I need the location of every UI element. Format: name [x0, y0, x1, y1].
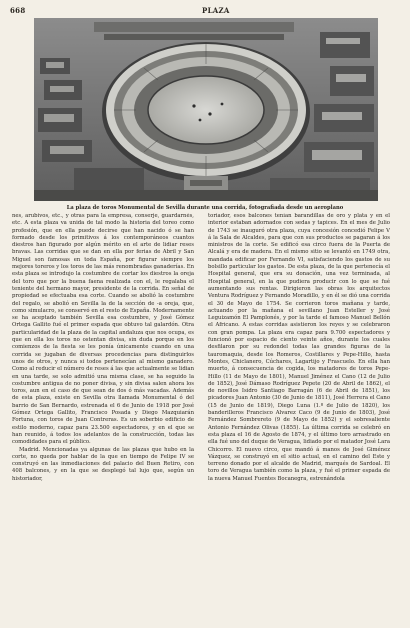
- bullring-photo-illustration: [34, 18, 378, 201]
- figure-caption: La plaza de toros Monumental de Sevilla durante una corrida, fotografiada desde un aeroplano: [66, 205, 344, 211]
- page-number: 668: [10, 6, 26, 15]
- paragraph: nes, arubivos, etc., y otras para la empresa, conserje, guardarnés, etc. A esta plaza va unida de tal modo la historia del toreo como profesión, que en ella puede decirse que han nacido ó se han formado desde los primitivos á los contemporáneos cuantos diestros han figurado por algún mérito en el arte de lidiar reses bravas. Las corridas que se dan en ella por ferias de Abril y San Miguel son famosas en toda España, por figurar siempre los mejores toreros y los toros de las más renombradas ganaderías. En esta plaza se introdujo la costumbre de cortar los diestros la oreja del toro que por la buena faena realizada con el, le regalaba el teniente del hermano mayor, presidente de la corrida. En señal de propiedad se efectuaba esa corte. Cuando se abolió la costumbre del regalo, se abolió en Sevilla la de la sección de -a oreja, que, como simulacro, se conservó en el resto de España. Modernamente se ha aceptado también Sevilla esa costumbre, y José Gómez Ortega Gallito fué el primer espada que obtuvo tal galardón. Otra particularidad de la plaza de la capital andaluza que nos ocupa, es que en ella los toros no ostentan divisa, sin duda porque en los comienzos de la fiesta se les ponía únicamente cuando en una corrida se jugaban de diversas procedencias para distinguirlos unos de otros, y nunca si todos pertenecían al mismo ganadero. Como al reducir el número de reses á las que actualmente se lidian en una tarde, se solo admitió una misma clase, se ha seguido la costumbre antigua de no poner divisa, y sin divisa salen ahora los toros, aun en el caso de que sean de dos ó más vacadas. Además de esta plaza, existe en Sevilla otra llamada Monumental ó del barrio de San Bernardo, estrenada el 6 de Junio de 1918 por José Gómez Ortega Gallito, Francisco Posada y Diego Mazquiarán Fortuna, con toros de Juan Contreras. Es un soberbio edificio de estilo moderno, capaz para 23.500 espectadores, y en el que se han reunido, á todos los adelantos de la construcción, todas las comodidades para el público.: [12, 213, 194, 446]
- page-header: [10, 6, 400, 18]
- running-title: PLAZA: [202, 6, 230, 15]
- text-column-left: [12, 213, 194, 619]
- paragraph: Madrid. Mencionadas ya algunas de las plazas que hubo en la corte, no queda por hablar de la que en tiempo de Felipe IV se construyó en las inmediaciones del palacio del Buen Retiro, con 408 balcones, y en la que se desplegó tal lujo que, según un historiador,: [12, 446, 194, 482]
- paragraph: toriador, esos balcones tenían barandillas de oro y plata y en el interior estaban adornados con sedas y tapices. En el mes de Julio de 1743 se inauguró otra plaza, cuya concesión concedió Felipe V á la Sala de Alcaldes, para que con sus productos se pagaran á los ministros de la corte. Se edificó esa circo fuera de la Puerta de Alcalá y era de madera. En el mismo sitio se levantó en 1749 otra, mandada edificar por Fernando VI, satisfaciendo los gastos de su bolsillo particular los gastos. De esta plaza, de la que pertenecía el Hospital general, que era su donación, una vez terminada, al Hospital general, en la que pudiera producir con lo que se fué aumentando sus rentas. Dirigieron las obras los arquitectos Ventura Rodríguez y Fernando Moradillo, y en él se dió una corrida el 30 de Mayo de 1754. Se corrieron toros mañana y tarde, actuando por la mañana el sevillano Juan Esteller y José Leguizamón El Pamplonés, y por la tarde el famoso Manuel Bellón el Africano. A estas corridas asistieron los reyes y se celebraron con gran pompa. La plaza era capaz para 9.700 espectadores y funcionó por espacio de ciento veinte años, durante los cuales desfilaron por su redondel todas las grandes figuras de la tauromaquia, desde los Romeros, Costillares y Pepe-Hillo, hasta Montes, Chiclanero, Cúchares, Lagartijo y Frascuelo. En ella han muerto, á consecuencia de cogida, los matadores de toros Pepe-Hillo (11 de Mayo de 1801), Manuel Jiménez el Cano (12 de Julio de 1852), José Dámaso Rodríguez Pepete (20 de Abril de 1862), el de novillos Isidro Santiago Barragán (6 de Abril de 1851), los picadores Juan Antonio (30 de Junio de 1811), José Herrera el Cano (15 de Junio de 1819), Diego Luna (1.º de Julio de 1820), los banderilleros Francisco Alvarez Caco (9 de Junio de 1803), José Fernández Sombrereto (9 de Mayo de 1852) y el sobresaliente Antonio Fernández Olivas (1855). La última corrida se celebró en esta plaza el 16 de Agosto de 1874, y el último toro arrastrado en ella fué uno del duque de Veragua, lidiado por el matador José Lara Chicorro. El nuevo circo, que mandó á manos de José Giménez Vázquez, se construyó en el sitio actual, en el camino del Este y terreno donado por el alcalde de Madrid, marqués de Sardoal. El toro de Veragua también como la plaza, y fué el primer espada de la nueva Manuel Fuentes Bocanegra, estrenándola: [208, 213, 390, 482]
- text-column-right: [208, 213, 390, 619]
- aerial-photo-bullring: [34, 18, 378, 201]
